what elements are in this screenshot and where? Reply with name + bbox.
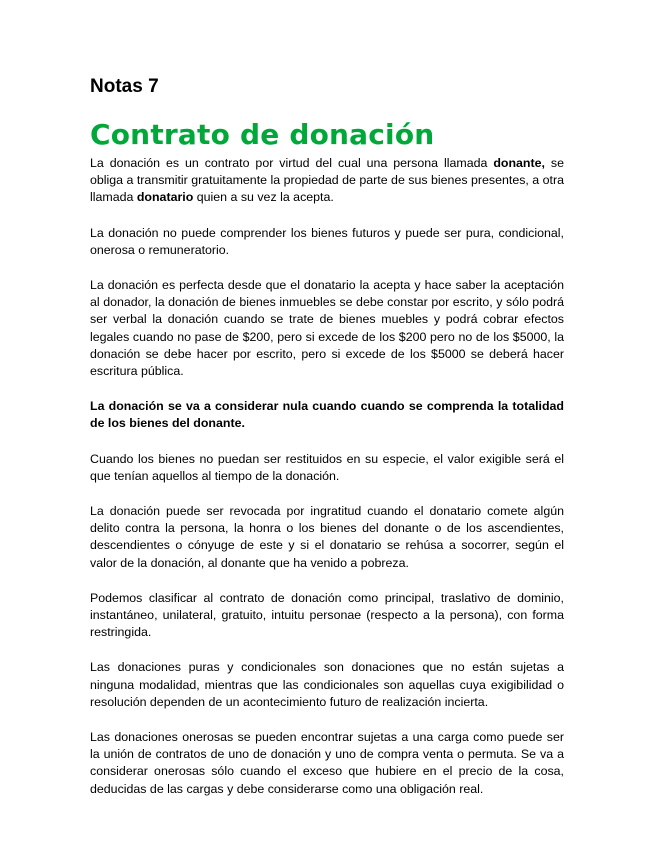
document-body [90,155,564,816]
page-title: Contrato de donación [90,118,435,151]
paragraph-types: La donación no puede comprender los bienes futuros y puede ser pura, condicional, onerosa o remuneratorio. [90,225,564,257]
paragraph-restitution: Cuando los bienes no puedan ser restituidos en su especie, el valor exigible será el que tenían aquellos al tiempo de la donación. [90,451,564,483]
paragraph-pure-conditional: Las donaciones puras y condicionales son donaciones que no están sujetas a ninguna modalidad, mientras que las condicionales son aquellas cuya exigibilidad o resolución dependen de un acontecimiento futuro de realización incierta. [90,660,564,709]
term-donante: donante, [493,156,545,170]
paragraph-perfection: La donación es perfecta desde que el donatario la acepta y hace saber la aceptación al donador, la donación de bienes inmuebles se debe constar por escrito, y sólo podrá ser verbal la donación cuando se trate de bienes muebles y podrá cobrar efectos legales cuando no pase de $200, pero si excede de los $200 pero no de los $5000, la donación se debe hacer por escrito, pero si excede de los $5000 se deberá hacer escritura pública. [90,278,564,379]
paragraph-definition [90,155,564,207]
term-donatario: donatario [136,190,194,205]
paragraph-revocation: La donación puede ser revocada por ingratitud cuando el donatario comete algún delito contra la persona, la honra o los bienes del donante o de los ascendientes, descendientes o cónyuge de este y si el donatario se rehúsa a socorrer, según el valor de la donación, al donante que ha venido a pobreza. [90,504,564,570]
paragraph-text: La donación es un contrato por virtud del cual una persona llamada [90,156,494,170]
paragraph-nullity: La donación se va a considerar nula cuando cuando se comprenda la totalidad de los bienes del donante. [90,399,564,431]
notes-label: Notas 7 [90,76,159,97]
paragraph-onerous: Las donaciones onerosas se pueden encontrar sujetas a una carga como puede ser la unión de contratos de uno de donación y uno de compra venta o permuta. Se va a considerar onerosas sólo cuando el exceso que hubiere en el precio de la cosa, deducidas de las cargas y debe considerarse como una obligación real. [90,730,564,796]
paragraph-text: se obliga a transmitir gratuitamente la propiedad de parte de sus bienes presentes, a otra llamada [90,156,564,205]
paragraph-classification: Podemos clasificar al contrato de donación como principal, traslativo de dominio, instantáneo, unilateral, gratuito, intuitu personae (respecto a la persona), con forma restringida. [90,590,564,640]
paragraph-text: quien a su vez la acepta. [193,190,334,205]
